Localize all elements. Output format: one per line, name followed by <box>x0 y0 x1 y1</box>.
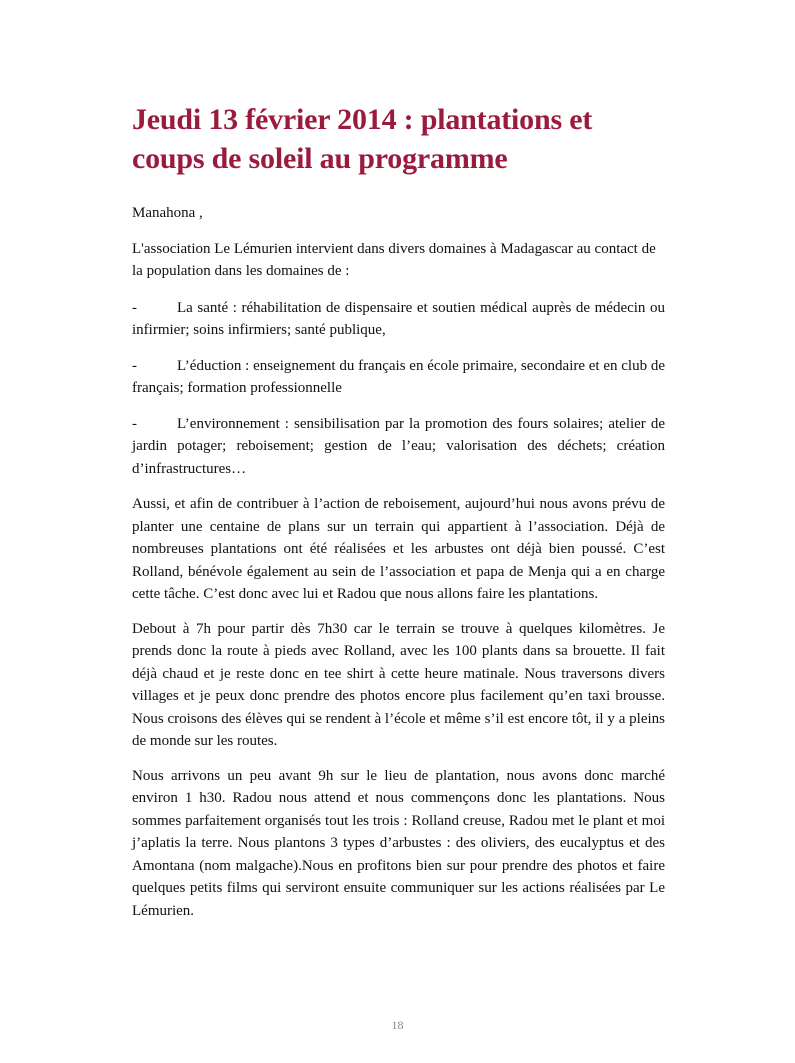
page-number: 18 <box>391 1018 404 1032</box>
intro-paragraph: L'association Le Lémurien intervient dans divers domaines à Madagascar au contact de la population dans les domaines de : <box>132 240 656 279</box>
domain-text: La santé : réhabilitation de dispensaire et soutien médical auprès de médecin ou infirmier; soins infirmiers; santé publique, <box>132 299 665 338</box>
domain-text: L’environnement : sensibilisation par la promotion des fours solaires; atelier de jardin potager; reboisement; gestion de l’eau; valorisation des déchets; création d’infrastructures… <box>132 415 665 477</box>
document-page <box>132 100 665 934</box>
domain-item-education <box>132 355 665 400</box>
domain-text: L’éduction : enseignement du français en école primaire, secondaire et en club de français; formation professionnelle <box>132 357 665 396</box>
domain-item-health <box>132 297 665 342</box>
greeting: Manahona , <box>132 205 203 221</box>
list-bullet: - <box>132 357 137 374</box>
body-paragraph-departure: Debout à 7h pour partir dès 7h30 car le terrain se trouve à quelques kilomètres. Je prends donc la route à pieds avec Rolland, avec les 100 plants dans sa brouette. Il fait déjà chaud et je reste donc en tee shirt à cette heure matinale. Nous traversons divers villages et je peux donc prendre des photos encore plus facilement qu’en taxi brousse. Nous croisons des élèves qui se rendent à l’école et même s’il est encore tôt, il y a pleins de monde sur les routes. <box>132 620 665 749</box>
list-bullet: - <box>132 415 137 432</box>
list-bullet: - <box>132 299 137 316</box>
domain-list <box>132 297 665 481</box>
page-title: Jeudi 13 février 2014 : plantations et coups de soleil au programme <box>132 103 593 175</box>
body-paragraph-reforestation: Aussi, et afin de contribuer à l’action de reboisement, aujourd’hui nous avons prévu de planter une centaine de plans sur un terrain qui appartient à l’association. Déjà de nombreuses plantations ont été réalisées et les arbustes ont déjà bien poussé. C’est Rolland, bénévole également au sein de l’association et papa de Menja qui a en charge cette tâche. C’est donc avec lui et Radou que nous allons faire les plantations. <box>132 496 665 602</box>
domain-item-environment <box>132 413 665 481</box>
body-paragraph-planting: Nous arrivons un peu avant 9h sur le lieu de plantation, nous avons donc marché environ 1 h30. Radou nous attend et nous commençons donc les plantations. Nous sommes parfaitement organisés tout les trois : Rolland creuse, Radou met le plant et moi j’aplatis la terre. Nous plantons 3 types d’arbustes : des oliviers, des eucalyptus et des Amontana (nom malgache).Nous en profitons bien sur pour prendre des photos et faire quelques petits films qui serviront ensuite communiquer sur les actions réalisées par Le Lémurien. <box>132 767 665 919</box>
